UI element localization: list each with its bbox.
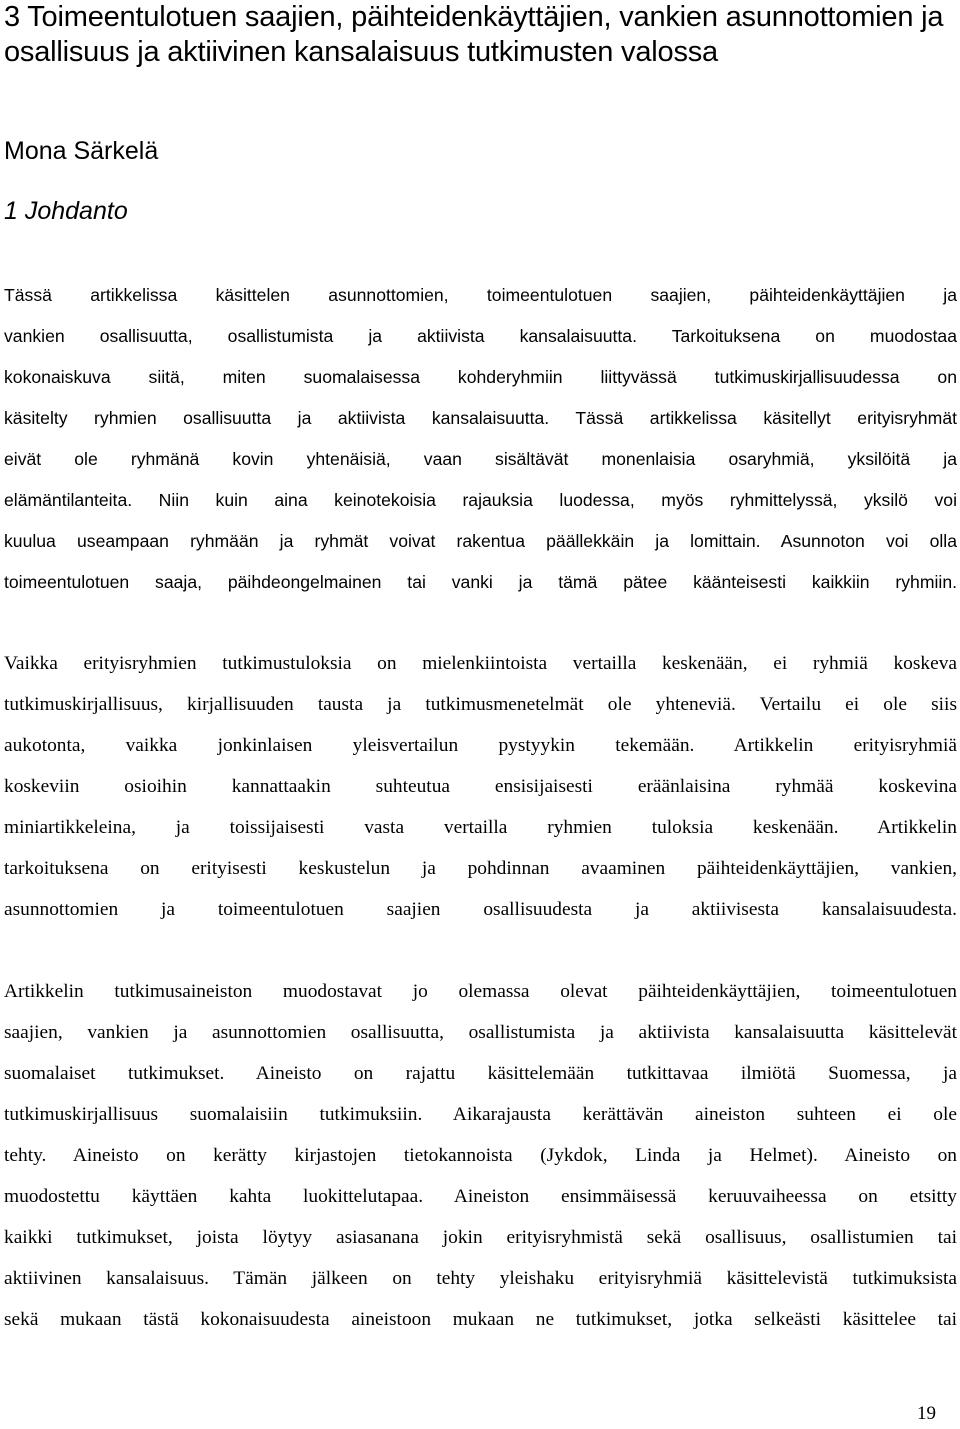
- paragraph-line: koskeviin osioihin kannattaakin suhteutua ensisijaisesti eräänlaisina ryhmää koskevina: [4, 776, 957, 797]
- paragraph-line: elämäntilanteita. Niin kuin aina keinotekoisia rajauksia luodessa, myös ryhmittelyssä, yksilö voi: [4, 490, 957, 510]
- paragraph-line: kaikki tutkimukset, joista löytyy asiasanana jokin erityisryhmistä sekä osallisuus, osallistumien tai: [4, 1227, 957, 1248]
- paragraph-line: Artikkelin tutkimusaineiston muodostavat jo olemassa olevat päihteidenkäyttäjien, toimeentulotuen: [4, 981, 957, 1002]
- paragraph-line: suomalaiset tutkimukset. Aineisto on rajattu käsittelemään tutkittavaa ilmiötä Suomessa, ja: [4, 1063, 957, 1084]
- paragraph-line: tutkimuskirjallisuus, kirjallisuuden tausta ja tutkimusmenetelmät ole yhteneviä. Vertailu ei ole siis: [4, 694, 957, 715]
- paragraph-line: saajien, vankien ja asunnottomien osallisuutta, osallistumista ja aktiivista kansalaisuutta käsittelevät: [4, 1022, 957, 1043]
- paragraph-line: muodostettu käyttäen kahta luokittelutapaa. Aineiston ensimmäisessä keruuvaiheessa on etsitty: [4, 1186, 957, 1207]
- section-heading: 1 Johdanto: [4, 197, 128, 225]
- author-name: Mona Särkelä: [4, 137, 159, 165]
- paragraph-2: [4, 643, 957, 930]
- paragraph-line: aktiivinen kansalaisuus. Tämän jälkeen on tehty yleishaku erityisryhmiä käsittelevistä tutkimuksista: [4, 1268, 957, 1289]
- paragraph-line: miniartikkeleina, ja toissijaisesti vasta vertailla ryhmien tuloksia keskenään. Artikkelin: [4, 817, 957, 838]
- paragraph-line: kokonaiskuva siitä, miten suomalaisessa kohderyhmiin liittyvässä tutkimuskirjallisuudessa on: [4, 367, 957, 387]
- paragraph-line: sekä mukaan tästä kokonaisuudesta aineistoon mukaan ne tutkimukset, jotka selkeästi käsittelee tai: [4, 1309, 957, 1330]
- chapter-title: 3 Toimeentulotuen saajien, päihteidenkäyttäjien, vankien asunnottomien ja osallisuus ja aktiivinen kansalaisuus tutkimusten valossa: [4, 1, 944, 68]
- paragraph-line: toimeentulotuen saaja, päihdeongelmainen tai vanki ja tämä pätee käänteisesti kaikkiin ryhmiin.: [4, 572, 957, 592]
- paragraph-line: asunnottomien ja toimeentulotuen saajien osallisuudesta ja aktiivisesta kansalaisuudesta.: [4, 899, 957, 920]
- paragraph-line: tutkimuskirjallisuus suomalaisiin tutkimuksiin. Aikarajausta kerättävän aineiston suhteen ei ole: [4, 1104, 957, 1125]
- paragraph-line: aukotonta, vaikka jonkinlaisen yleisvertailun pystyykin tekemään. Artikkelin erityisryhmiä: [4, 735, 957, 756]
- paragraph-line: vankien osallisuutta, osallistumista ja aktiivista kansalaisuutta. Tarkoituksena on muodostaa: [4, 326, 957, 346]
- paragraph-line: Vaikka erityisryhmien tutkimustuloksia on mielenkiintoista vertailla keskenään, ei ryhmiä koskeva: [4, 653, 957, 674]
- paragraph-3: [4, 971, 957, 1340]
- paragraph-line: tehty. Aineisto on kerätty kirjastojen tietokannoista (Jykdok, Linda ja Helmet). Aineisto on: [4, 1145, 957, 1166]
- paragraph-line: Tässä artikkelissa käsittelen asunnottomien, toimeentulotuen saajien, päihteidenkäyttäjien ja: [4, 285, 957, 305]
- paragraph-line: eivät ole ryhmänä kovin yhtenäisiä, vaan sisältävät monenlaisia osaryhmiä, yksilöitä ja: [4, 449, 957, 469]
- page-number: 19: [917, 1403, 936, 1424]
- paragraph-line: kuulua useampaan ryhmään ja ryhmät voivat rakentua päällekkäin ja lomittain. Asunnoton voi olla: [4, 531, 957, 551]
- paragraph-line: käsitelty ryhmien osallisuutta ja aktiivista kansalaisuutta. Tässä artikkelissa käsitellyt erityisryhmät: [4, 408, 957, 428]
- paragraph-line: tarkoituksena on erityisesti keskustelun ja pohdinnan avaaminen päihteidenkäyttäjien, vankien,: [4, 858, 957, 879]
- paragraph-1: [4, 275, 957, 603]
